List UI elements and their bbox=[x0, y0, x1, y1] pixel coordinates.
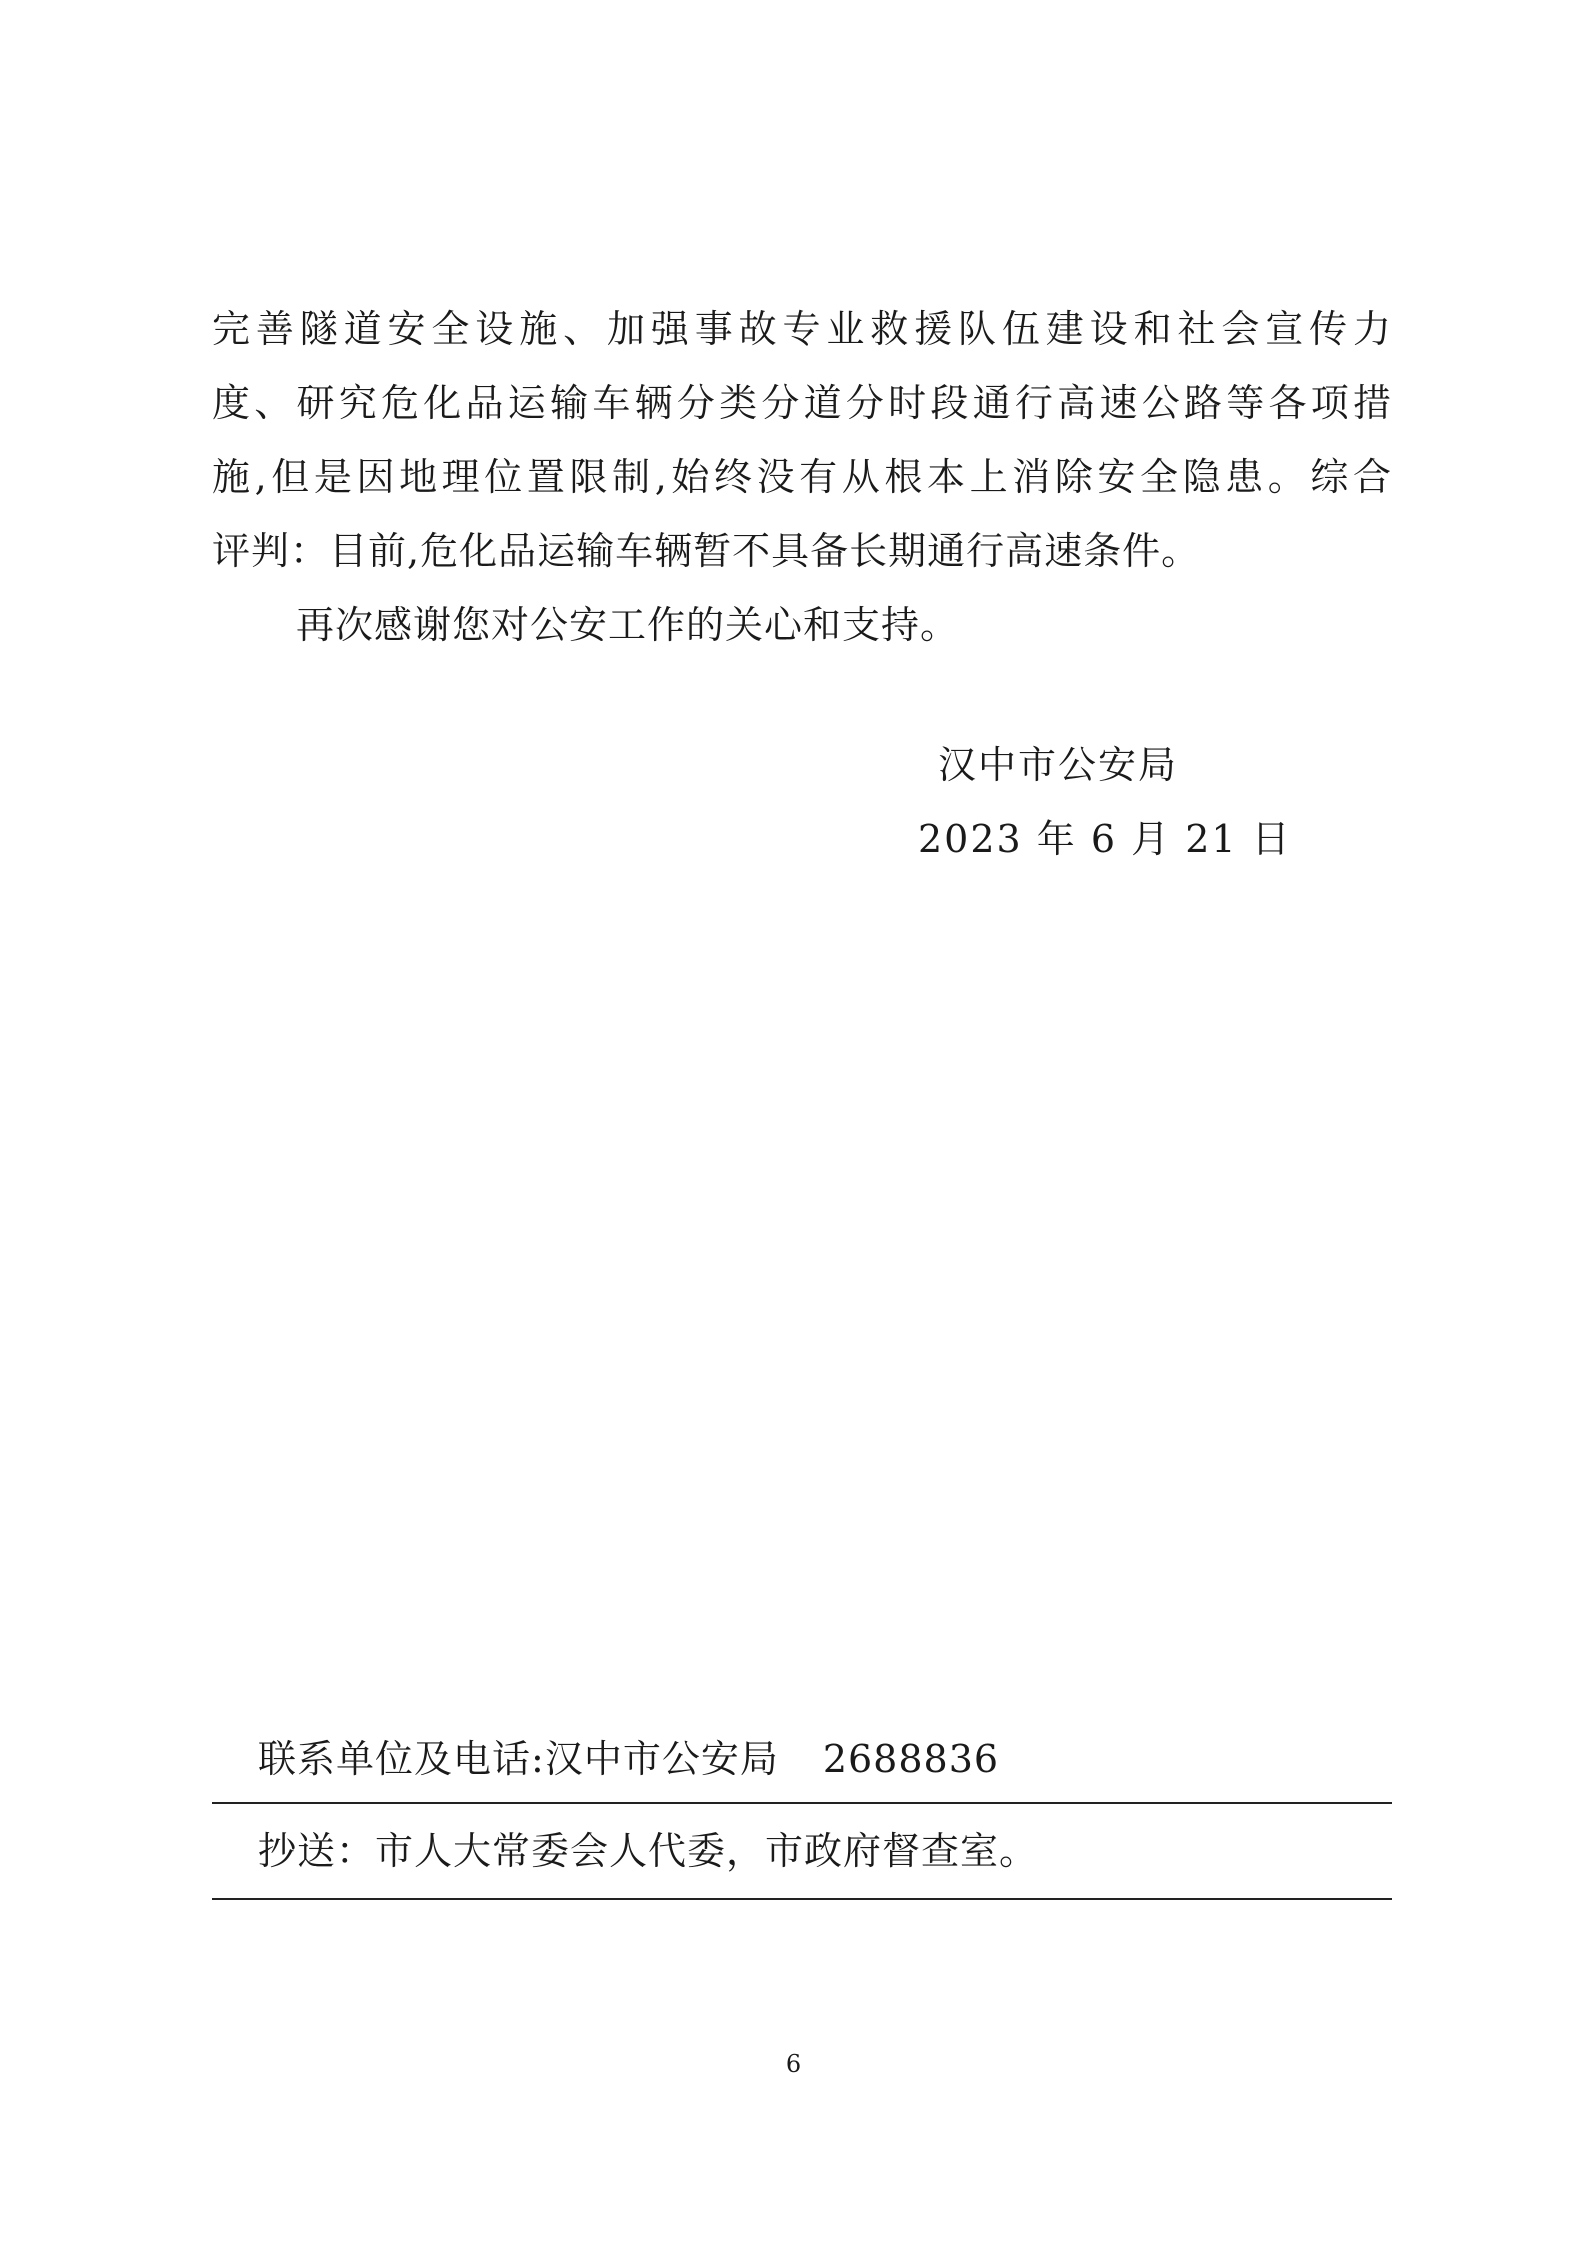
cc-recipients: 市人大常委会人代委，市政府督查室。 bbox=[375, 1829, 1039, 1873]
paragraph-line: 评判：目前,危化品运输车辆暂不具备长期通行高速条件。 bbox=[212, 529, 1201, 573]
closing-thanks: 再次感谢您对公安工作的关心和支持。 bbox=[296, 603, 960, 647]
cc-label: 抄送： bbox=[258, 1829, 376, 1873]
page-number: 6 bbox=[785, 2050, 802, 2078]
paragraph-line: 施,但是因地理位置限制,始终没有从根本上消除安全隐患。综合 bbox=[212, 455, 1392, 499]
signature-date: 2023 年 6 月 21 日 bbox=[918, 817, 1292, 861]
signature-organization: 汉中市公安局 bbox=[938, 743, 1179, 787]
paragraph-line: 完善隧道安全设施、加强事故专业救援队伍建设和社会宣传力 bbox=[212, 307, 1392, 351]
contact-row bbox=[212, 1722, 1392, 1796]
footer-divider-top bbox=[212, 1802, 1392, 1804]
signature-block bbox=[918, 728, 1292, 876]
cc-row bbox=[212, 1814, 1392, 1888]
paragraph-line: 度、研究危化品运输车辆分类分道分时段通行高速公路等各项措 bbox=[212, 381, 1392, 425]
contact-label: 联系单位及电话: bbox=[258, 1737, 545, 1781]
footer-block bbox=[212, 1722, 1392, 1900]
contact-organization: 汉中市公安局 bbox=[544, 1737, 779, 1781]
body-text bbox=[212, 292, 1392, 662]
contact-phone: 2688836 bbox=[822, 1737, 1000, 1781]
footer-divider-bottom bbox=[212, 1898, 1392, 1900]
